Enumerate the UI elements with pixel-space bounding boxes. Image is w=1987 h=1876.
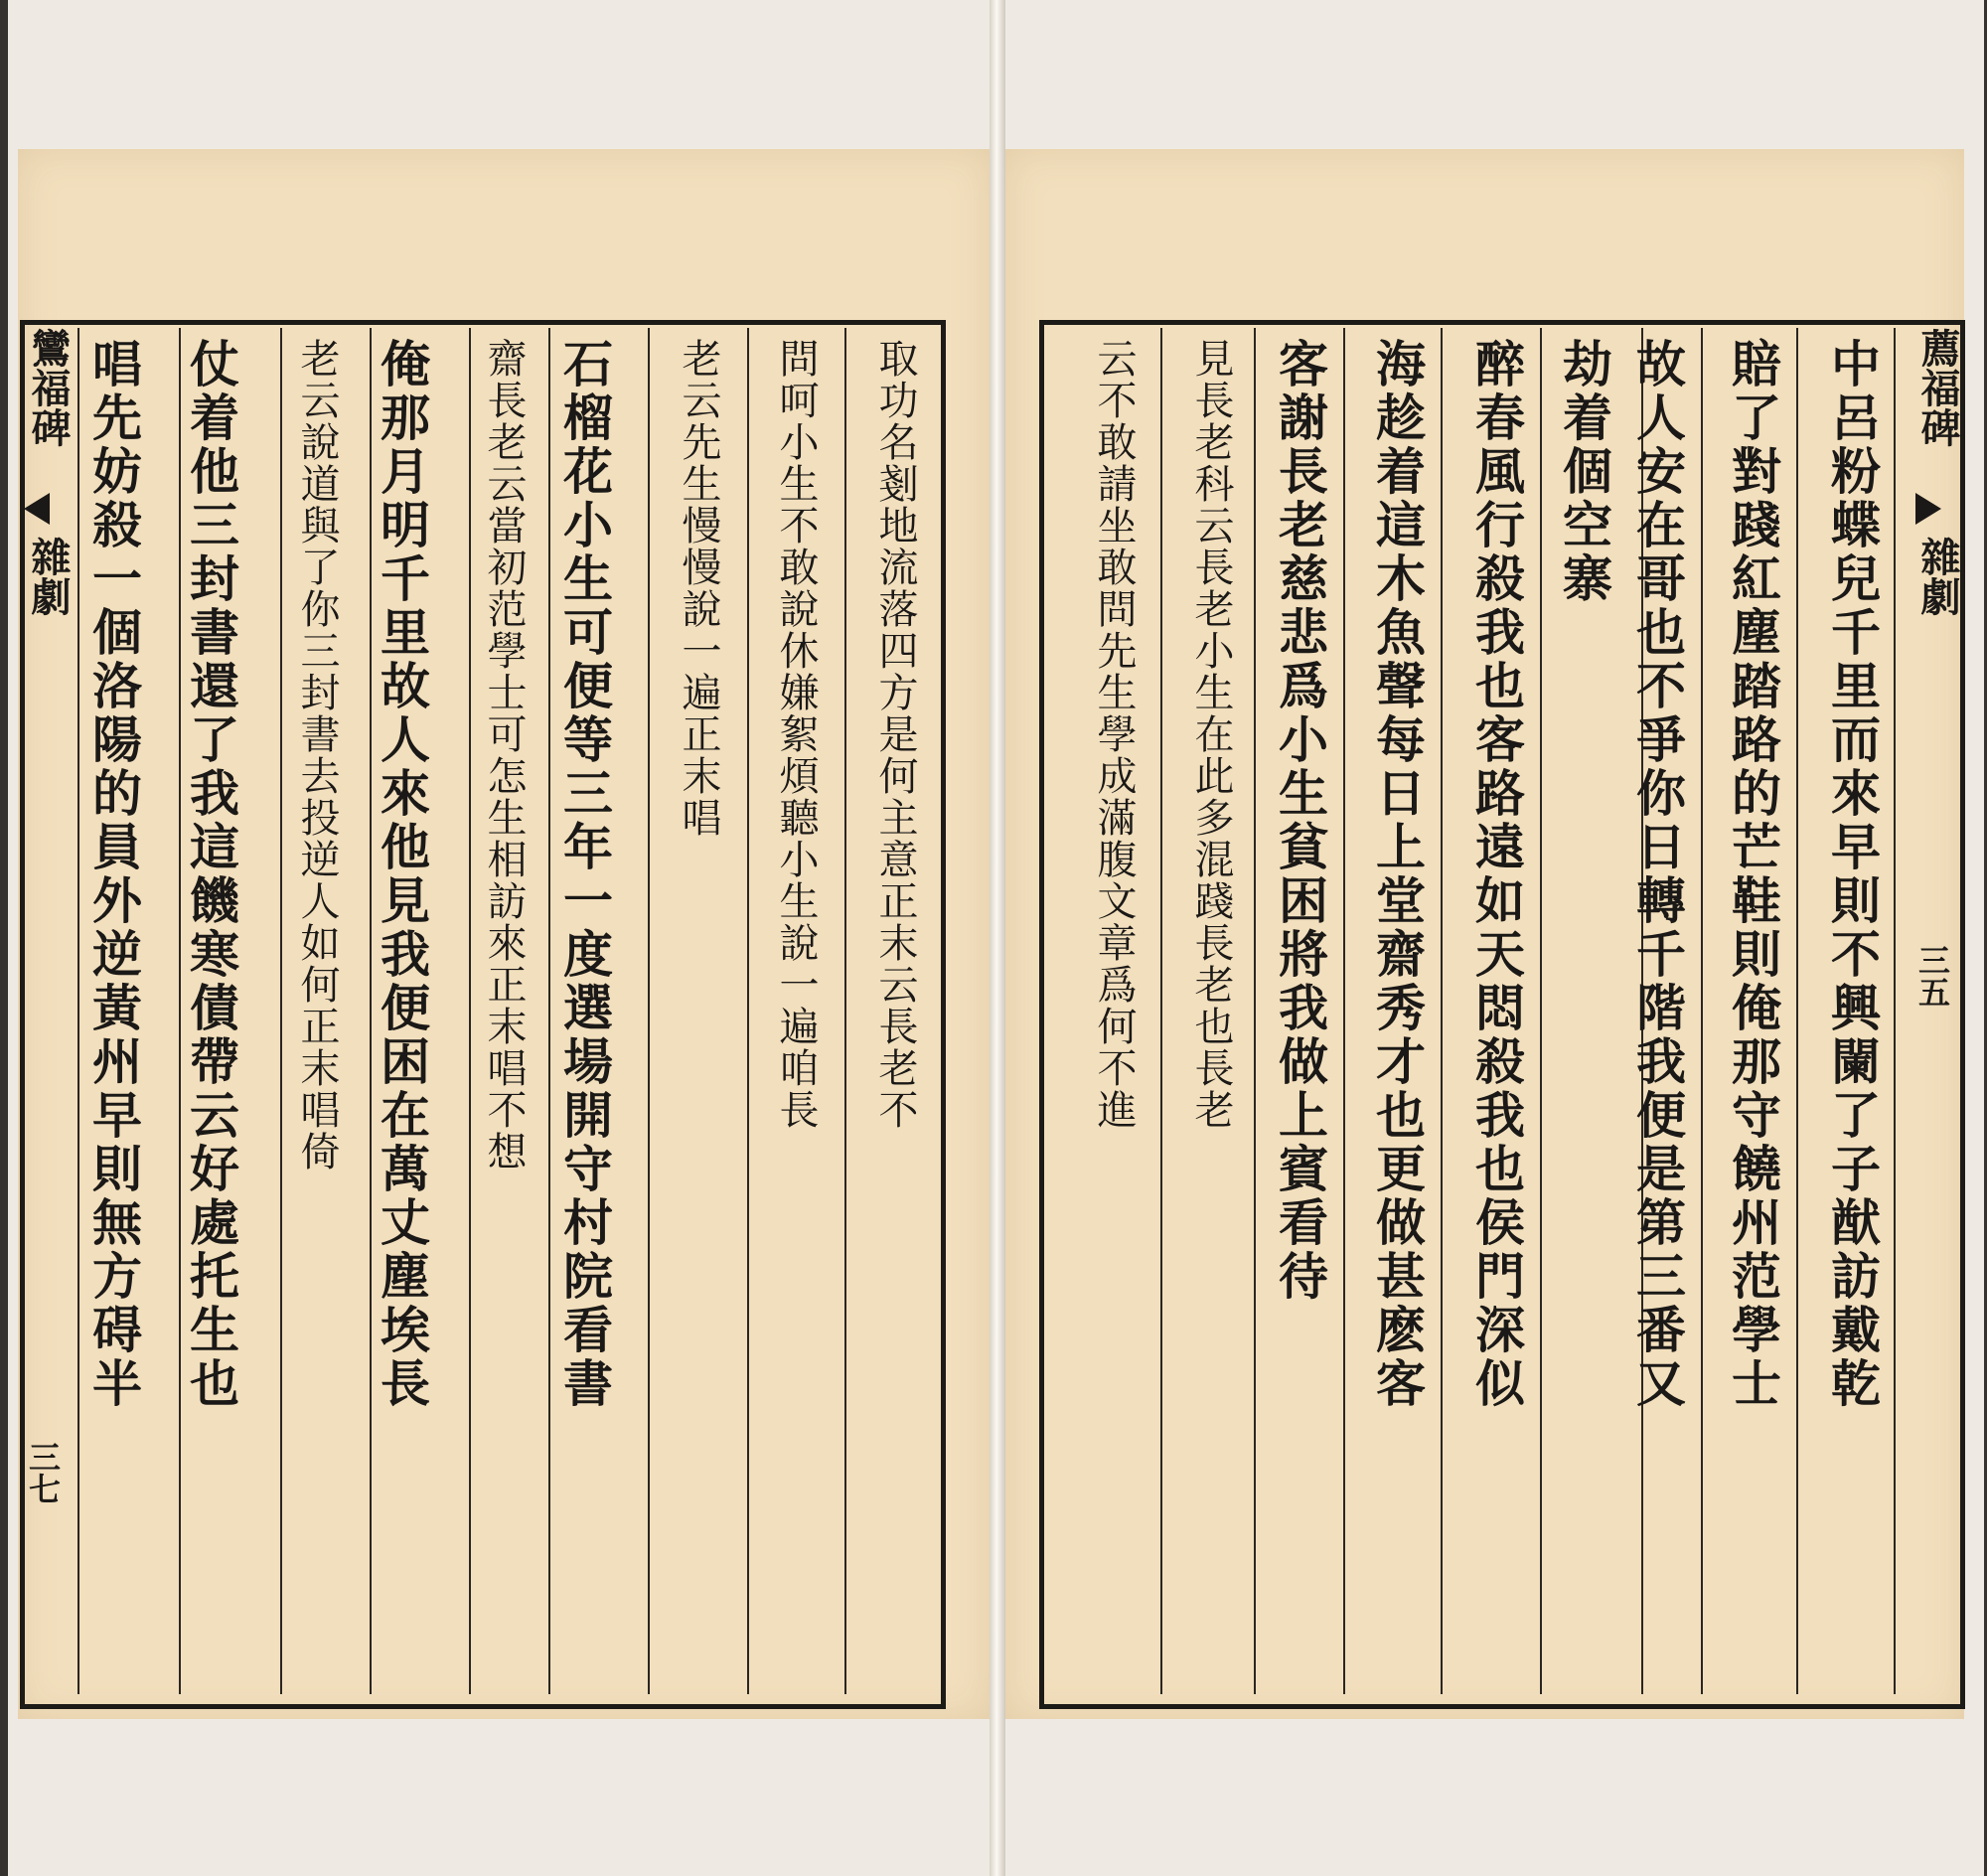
left-rule-3	[280, 328, 282, 1694]
right-column-2: 賠了對踐紅塵踏路的芒鞋則俺那守饒州范學士	[1724, 338, 1782, 1411]
left-column-4: 石榴花小生可便等三年一度選場開守村院看書	[555, 338, 614, 1411]
left-rule-5	[469, 328, 471, 1694]
right-rule-3	[1701, 328, 1703, 1694]
right-column-5: 醉春風行殺我也客路遠如天悶殺我也侯門深似	[1467, 338, 1526, 1411]
right-margin-section: 雜劇	[1914, 537, 1961, 616]
right-column-1: 中呂粉蝶兒千里而來早則不興闌了子猷訪戴乾	[1823, 338, 1882, 1411]
left-column-2: 問呵小生不敢說休嫌絮煩聽小生說一遍咱長	[773, 338, 819, 1131]
left-rule-4	[370, 328, 372, 1694]
left-column-3: 老云先生慢慢說一遍正末唱	[676, 338, 721, 839]
left-column-6: 俺那月明千里故人來他見我便困在萬丈塵埃長	[373, 338, 431, 1411]
fish-tail-mark-left	[24, 493, 50, 525]
left-column-5: 齋長老云當初范學士可怎生相訪來正末唱不想	[481, 338, 527, 1172]
left-rule-7	[648, 328, 650, 1694]
right-rule-1	[1894, 328, 1896, 1694]
right-column-6: 海趁着這木魚聲每日上堂齋秀才也更做甚麽客	[1368, 338, 1427, 1411]
left-column-8: 仗着他三封書還了我這饑寒債帶云好處托生也	[182, 338, 240, 1411]
right-rule-5	[1540, 328, 1542, 1694]
left-column-7: 老云說道與了你三封書去投逆人如何正末唱倚	[294, 338, 340, 1172]
right-rule-7	[1343, 328, 1345, 1694]
left-margin-section: 雜劇	[25, 537, 72, 616]
right-rule-8	[1254, 328, 1256, 1694]
left-rule-6	[548, 328, 550, 1694]
right-column-4: 劫着個空寨	[1555, 338, 1613, 606]
left-margin-title: 鸞福碑	[25, 328, 72, 447]
left-rule-9	[844, 328, 846, 1694]
book-spine	[990, 0, 1005, 1876]
right-margin-page-number: 三五	[1913, 944, 1951, 1008]
right-rule-6	[1441, 328, 1443, 1694]
right-margin-title: 薦福碑	[1914, 328, 1961, 447]
right-column-8: 見長老科云長老小生在此多混踐長老也長老	[1188, 338, 1234, 1131]
right-column-9: 云不敢請坐敢問先生學成滿腹文章爲何不進	[1091, 338, 1137, 1131]
right-rule-2	[1796, 328, 1798, 1694]
left-rule-8	[747, 328, 749, 1694]
right-column-3: 故人安在哥也不爭你日轉千階我便是第三番又	[1628, 338, 1687, 1411]
right-rule-9	[1160, 328, 1162, 1694]
right-column-7: 客謝長老慈悲爲小生貧困將我做上賓看待	[1271, 338, 1329, 1304]
left-column-9: 唱先妨殺一個洛陽的員外逆黃州早則無方碍半	[84, 338, 143, 1411]
left-rule-2	[179, 328, 181, 1694]
left-margin-page-number: 三七	[24, 1441, 62, 1504]
left-column-1: 取功名剗地流落四方是何主意正末云長老不	[872, 338, 918, 1131]
left-rule-1	[77, 328, 79, 1694]
fish-tail-mark-right	[1915, 493, 1941, 525]
